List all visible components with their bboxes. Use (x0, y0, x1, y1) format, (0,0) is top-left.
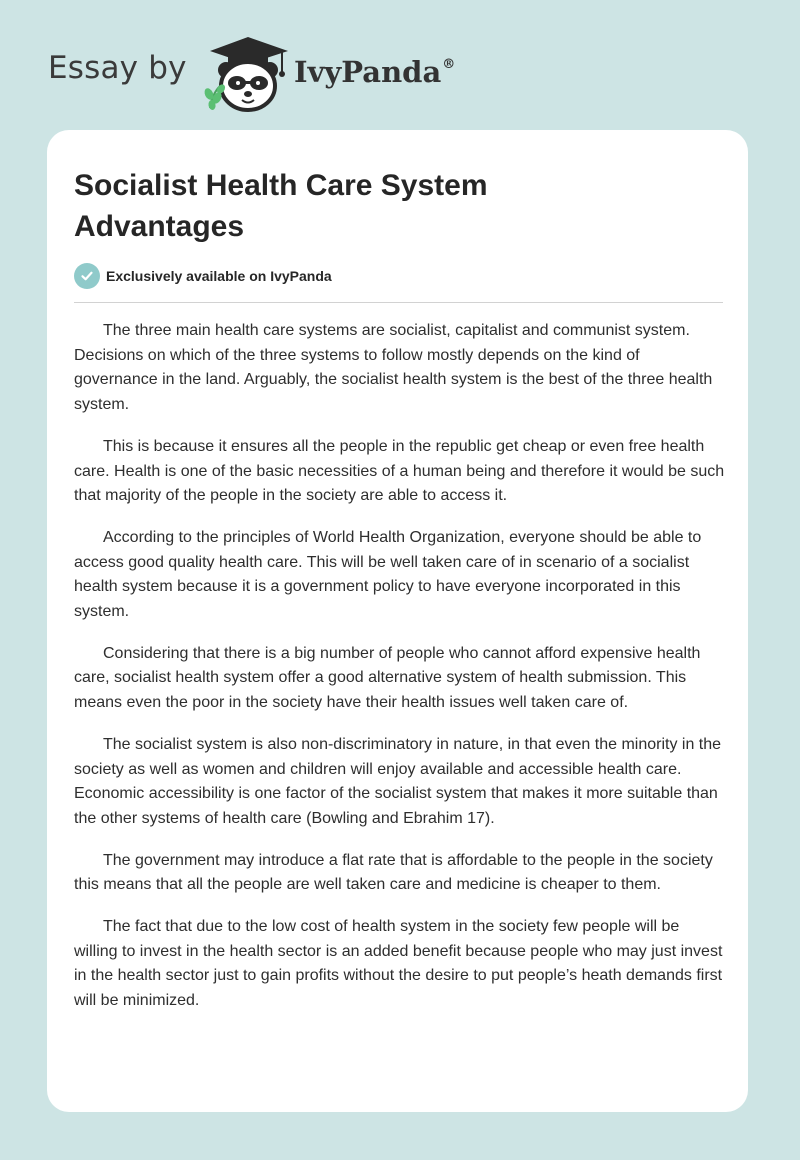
brand-name-text: IvyPanda (294, 55, 442, 89)
paragraph: The fact that due to the low cost of health system in the society few people will be willing to invest in the health sector is an added benefit because people who may just invest in the health sector just to gain profits without the desire to put people’s heath demands first will be minimized. (74, 918, 723, 1010)
paragraph: The socialist system is also non-discriminatory in nature, in that even the minority in the society as well as women and children will enjoy available and accessible health care. Economic accessibility is one factor of the socialist system that makes it more suitable than the other systems of health care (Bowling and Ebrahim 17). (74, 735, 722, 827)
divider (74, 302, 723, 303)
paragraph: This is because it ensures all the people in the republic get cheap or even free health care. Health is one of the basic necessities of a human being and therefore it would be such that majority of the people in the society are able to access it. (74, 437, 725, 505)
essay-card (47, 130, 748, 1112)
essay-by-label: Essay by (48, 50, 187, 86)
paragraph: The government may introduce a flat rate that is affordable to the people in the society this means that all the people are well taken care and medicine is cheaper to them. (74, 851, 713, 894)
essay-body (74, 319, 726, 1031)
exclusive-badge (74, 263, 332, 289)
panda-graduate-icon (202, 34, 294, 114)
page-title: Socialist Health Care System Advantages (74, 169, 488, 243)
paragraph: According to the principles of World Health Organization, everyone should be able to access good quality health care. This will be well taken care of in scenario of a socialist health system because it is a government policy to have everyone incorporated in this system. (74, 528, 702, 621)
registered-mark: ® (442, 57, 456, 72)
site-header (48, 30, 508, 120)
brand-name[interactable] (294, 55, 455, 89)
badge-text: Exclusively available on IvyPanda (106, 268, 332, 284)
paragraph: The three main health care systems are socialist, capitalist and communist system. Decisions on which of the three systems to follow mostly depends on the kind of governance in the land. Arguably, the socialist health system is the best of the three health system. (74, 322, 713, 414)
check-circle-icon (74, 263, 100, 289)
paragraph: Considering that there is a big number of people who cannot afford expensive health care, socialist health system offer a good alternative system of health submission. This means even the poor in the society have their health issues well taken care of. (74, 644, 701, 712)
